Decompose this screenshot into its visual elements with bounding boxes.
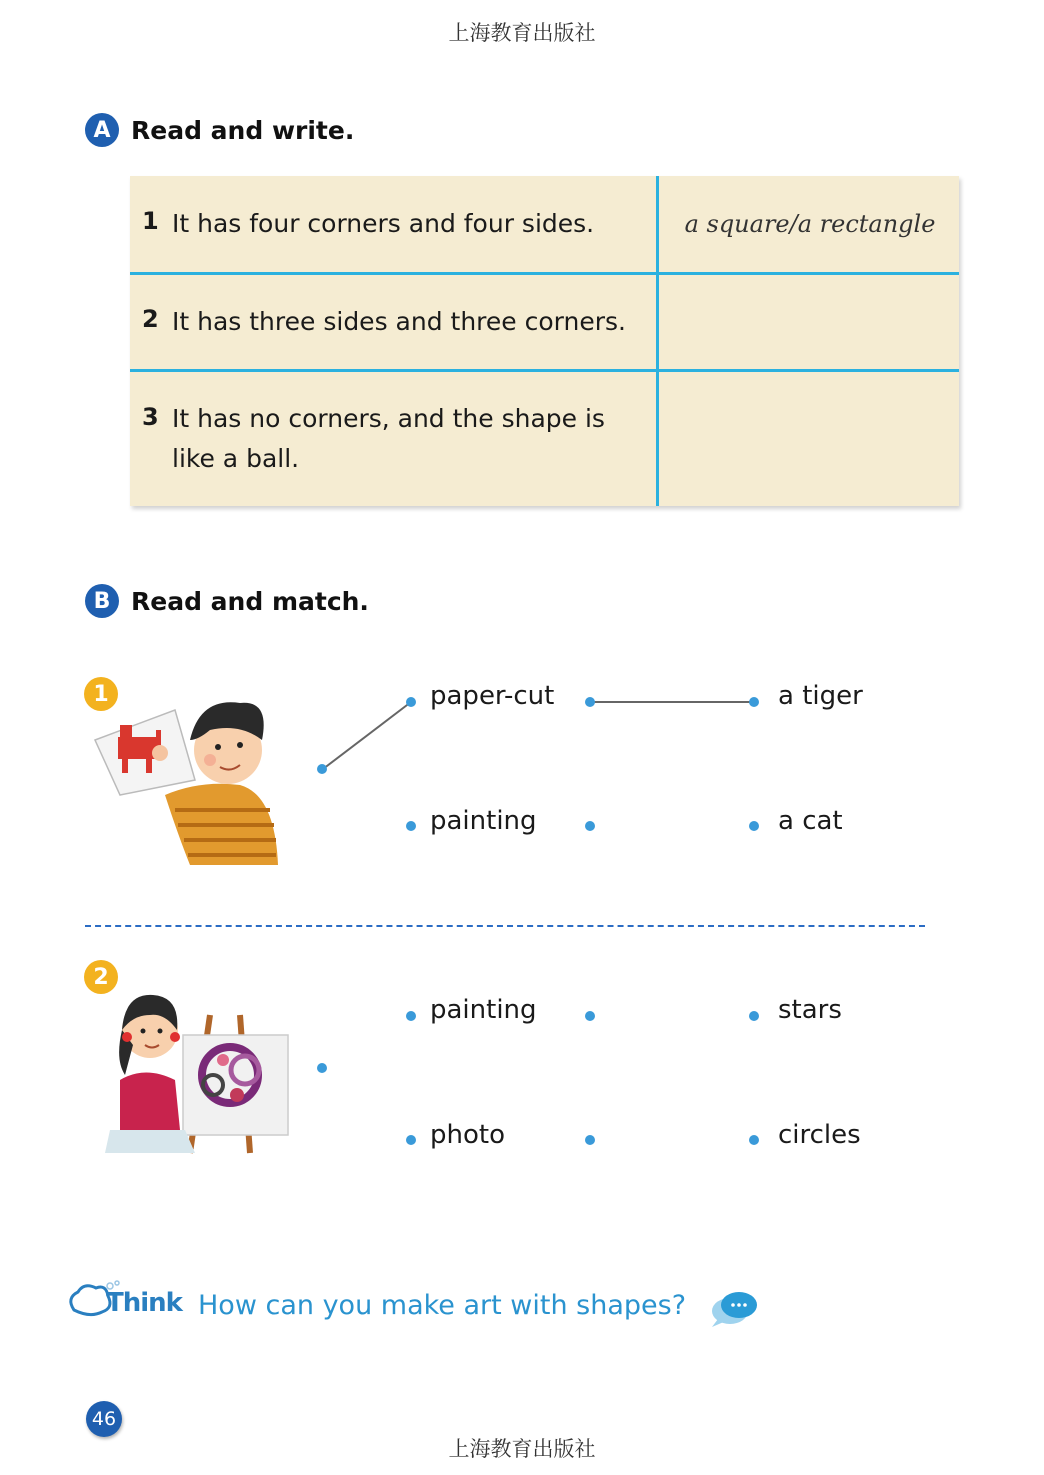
answer-field[interactable] (675, 420, 945, 456)
example-match-line (323, 702, 411, 769)
page-number-badge: 46 (86, 1401, 122, 1437)
match-dot[interactable] (749, 697, 759, 707)
match-word: photo (430, 1120, 505, 1150)
question-text: It has three sides and three corners. (172, 307, 626, 336)
match-dot[interactable] (749, 821, 759, 831)
publisher-header: 上海教育出版社 (448, 21, 596, 45)
match-dot[interactable] (585, 821, 595, 831)
answer-field[interactable] (675, 305, 945, 341)
match-word: painting (430, 806, 537, 836)
think-logo-text: Think (106, 1288, 182, 1318)
match-word: circles (778, 1120, 861, 1150)
table-row (130, 176, 959, 272)
section-a-badge: A (85, 113, 119, 147)
table-row (130, 372, 959, 506)
think-question: How can you make art with shapes? (198, 1290, 687, 1321)
question-text: It has no corners, and the shape is like a ball. (172, 404, 605, 473)
match-dot[interactable] (317, 764, 327, 774)
match-dot[interactable] (749, 1011, 759, 1021)
match-dot[interactable] (749, 1135, 759, 1145)
dashed-divider (85, 925, 925, 927)
answer-field[interactable]: a square/a rectangle (684, 210, 936, 238)
item-number-badge: 2 (84, 960, 118, 994)
match-dot[interactable] (585, 1011, 595, 1021)
match-dot[interactable] (585, 697, 595, 707)
match-word: a tiger (778, 681, 863, 711)
table-row (130, 275, 959, 369)
question-number: 2 (142, 305, 159, 333)
match-word: stars (778, 995, 842, 1025)
section-b-title: Read and match. (131, 586, 369, 616)
match-dot[interactable] (406, 821, 416, 831)
match-dot[interactable] (317, 1063, 327, 1073)
girl-painting-illustration (105, 985, 295, 1155)
publisher-footer: 上海教育出版社 (448, 1437, 596, 1461)
match-dot[interactable] (406, 697, 416, 707)
section-a-heading (85, 113, 354, 147)
speech-bubble-icon (708, 1287, 760, 1329)
item-number-badge: 1 (84, 677, 118, 711)
section-a-title: Read and write. (131, 115, 355, 145)
read-write-table (130, 176, 959, 506)
match-dot[interactable] (406, 1135, 416, 1145)
boy-holding-paper-cut-illustration (90, 685, 290, 870)
think-logo (66, 1280, 186, 1324)
question-number: 1 (142, 207, 159, 235)
section-b-badge: B (85, 584, 119, 618)
match-dot[interactable] (406, 1011, 416, 1021)
match-word: paper-cut (430, 681, 555, 711)
match-dot[interactable] (585, 1135, 595, 1145)
match-word: a cat (778, 806, 843, 836)
question-number: 3 (142, 403, 159, 431)
question-text: It has four corners and four sides. (172, 209, 595, 238)
match-word: painting (430, 995, 537, 1025)
section-b-heading (85, 584, 369, 618)
